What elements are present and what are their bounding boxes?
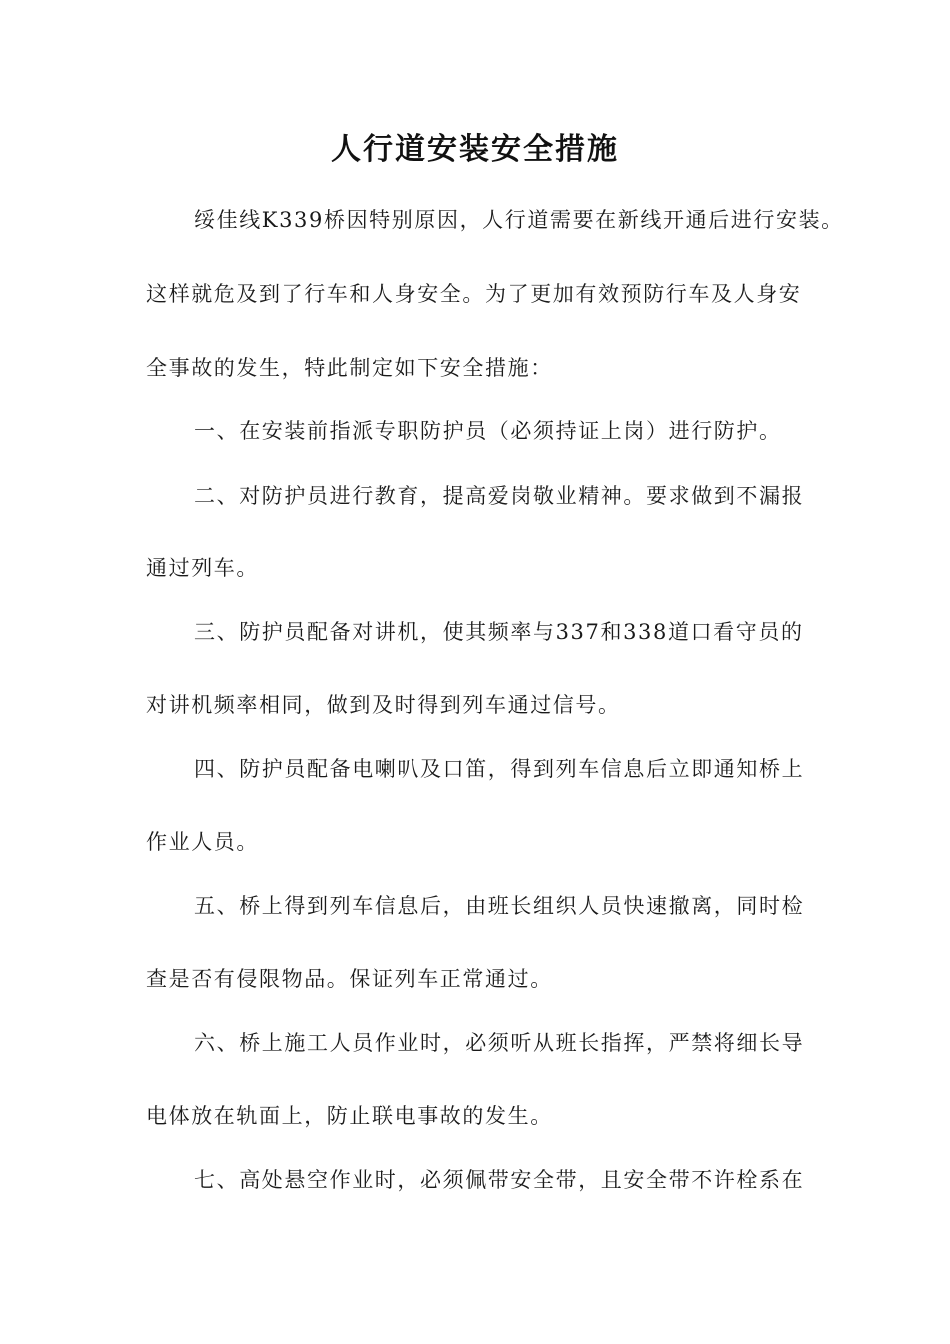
paragraph-line-intro-2: 这样就危及到了行车和人身安全。为了更加有效预防行车及人身安 — [146, 282, 802, 306]
measure-4-line-2: 作业人员。 — [146, 830, 259, 854]
paragraph-line-intro-3: 全事故的发生，特此制定如下安全措施： — [146, 356, 553, 380]
measure-7-line-1: 七、高处悬空作业时，必须佩带安全带，且安全带不许栓系在 — [194, 1168, 805, 1192]
document-title: 人行道安装安全措施 — [331, 132, 619, 167]
measure-1-line-1: 一、在安装前指派专职防护员（必须持证上岗）进行防护。 — [194, 419, 782, 443]
measure-4-line-1: 四、防护员配备电喇叭及口笛，得到列车信息后立即通知桥上 — [194, 757, 805, 781]
measure-6-line-2: 电体放在轨面上，防止联电事故的发生。 — [146, 1104, 553, 1128]
measure-2-line-2: 通过列车。 — [146, 556, 259, 580]
measure-5-line-2: 查是否有侵限物品。保证列车正常通过。 — [146, 967, 553, 991]
paragraph-line-intro-1: 绥佳线K339桥因特别原因，人行道需要在新线开通后进行安装。 — [194, 208, 844, 232]
measure-2-line-1: 二、对防护员进行教育，提高爱岗敬业精神。要求做到不漏报 — [194, 484, 805, 508]
measure-5-line-1: 五、桥上得到列车信息后，由班长组织人员快速撤离，同时检 — [194, 894, 805, 918]
measure-6-line-1: 六、桥上施工人员作业时，必须听从班长指挥，严禁将细长导 — [194, 1031, 805, 1055]
measure-3-line-1: 三、防护员配备对讲机，使其频率与337和338道口看守员的 — [194, 620, 804, 644]
measure-3-line-2: 对讲机频率相同，做到及时得到列车通过信号。 — [146, 693, 621, 717]
